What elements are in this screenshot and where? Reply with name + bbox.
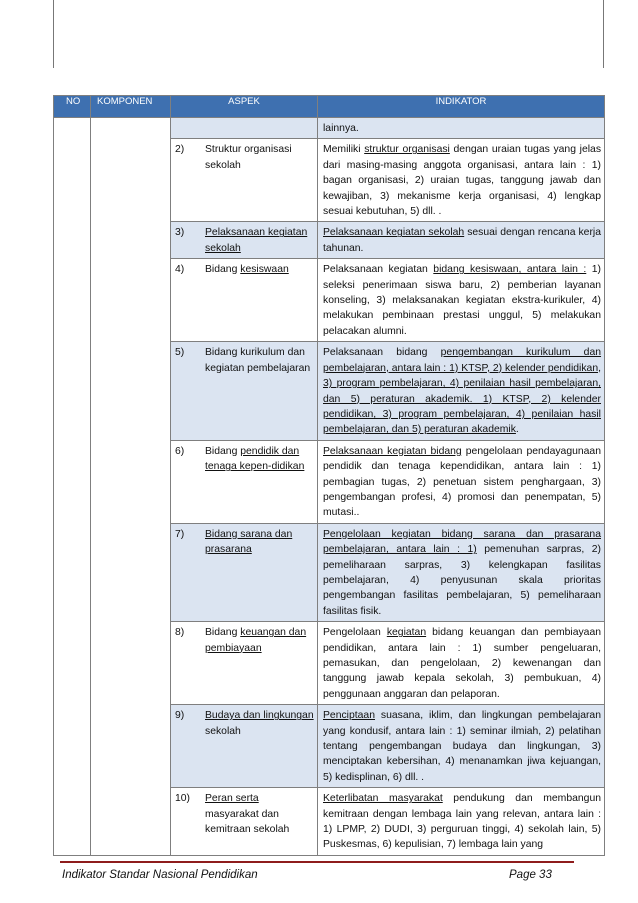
table-header-row xyxy=(54,96,605,118)
aspek-text: Bidang kurikulum dan kegiatan pembelajaran xyxy=(205,347,311,374)
header-indikator: INDIKATOR xyxy=(318,96,605,118)
indikator-cell xyxy=(318,622,605,705)
aspek-text: Bidang sarana dan prasarana xyxy=(205,528,293,556)
footer-title: Indikator Standar Nasional Pendidikan xyxy=(62,869,258,881)
indikator-text-rest: bidang keuangan dan pembiayaan pendidikan, antara lain : 1) sumber pengeluaran, pemasukan, dan pengelolaan, 2) kewenangan dan tanggung jawab kepala sekolah, 3) pembukuan, 4) penggunaan anggaran dan pelaporan. xyxy=(323,627,602,700)
indikator-cell xyxy=(318,788,605,856)
indikator-cell xyxy=(318,259,605,342)
no-cell xyxy=(54,118,91,856)
aspek-cell xyxy=(171,139,318,222)
aspek-text: Bidang xyxy=(205,445,241,457)
aspek-cell xyxy=(171,259,318,342)
indikator-cell xyxy=(318,118,605,139)
table-row xyxy=(54,118,605,139)
indikator-table xyxy=(53,95,605,856)
indikator-cell xyxy=(318,440,605,523)
indikator-underlined: Pengelolaan kegiatan bidang sarana dan prasarana pembelajaran, antara lain : 1) xyxy=(323,528,601,556)
aspek-underlined: keuangan dan pembiayaan xyxy=(205,627,307,654)
aspek-text: Pelaksanaan kegiatan sekolah xyxy=(205,227,308,254)
indikator-underlined: bidang kesiswaan, antara lain : xyxy=(433,264,587,276)
indikator-cell xyxy=(318,705,605,788)
aspek-text: Struktur organisasi sekolah xyxy=(205,144,292,171)
aspek-number: 3) xyxy=(175,227,185,239)
page-number: Page 33 xyxy=(509,869,552,881)
indikator-underlined: Penciptaan xyxy=(323,710,375,722)
header-aspek: ASPEK xyxy=(171,96,318,118)
indikator-text-rest: dengan uraian tugas yang jelas dari masing-masing anggota organisasi, antara lain : 1) bagan organisasi, 2) uraian tugas, tanggung jawab dan kewajiban, 3) mekanisme kerja organisasi, 4) lengkap sesuai kebutuhan, 5) dll. . xyxy=(323,144,602,218)
indikator-cell xyxy=(318,342,605,440)
indikator-text: Pengelolaan xyxy=(323,627,387,639)
aspek-cell xyxy=(171,222,318,259)
header-no: NO xyxy=(54,96,91,118)
indikator-text: Pelaksanaan kegiatan xyxy=(323,264,434,276)
aspek-number: 6) xyxy=(175,445,185,457)
indikator-text-rest: . xyxy=(515,424,519,436)
aspek-number: 5) xyxy=(175,347,185,359)
aspek-cell xyxy=(171,523,318,621)
aspek-number: 2) xyxy=(175,144,185,156)
indikator-text-rest: suasana, iklim, dan lingkungan pembelajaran yang kondusif, antara lain : 1) seminar ilmiah, 2) pelatihan tentang pengembangan budaya dan lingkungan, 3) menciptakan kebersihan, 4) menanamkan jiwa kejuangan, 5) kedisplinan, 6) dll. . xyxy=(323,710,601,783)
indikator-cell xyxy=(318,139,605,222)
aspek-text: Bidang xyxy=(205,264,241,276)
indikator-text: Pelaksanaan bidang xyxy=(323,347,441,359)
aspek-number: 7) xyxy=(175,528,185,540)
komponen-cell xyxy=(91,118,171,856)
aspek-underlined: pendidik dan tenaga kepen-didikan xyxy=(205,445,305,473)
indikator-cell xyxy=(318,222,605,259)
indikator-underlined: pengembangan kurikulum dan pembelajaran, antara lain : 1) KTSP, 2) kelender pendidikan, 3) program pembelajaran, 4) penilaian hasil pembelajaran, dan 5) peraturan akademik. 1) KTSP, 2) kelender pendidikan, 3) program pembelajaran, 4) penilaian hasil pembelajaran, dan 5) peraturan akademik xyxy=(323,347,602,436)
aspek-text: Bidang xyxy=(205,627,241,639)
top-right-border xyxy=(603,0,604,68)
aspek-cell xyxy=(171,342,318,440)
indikator-underlined: Pelaksanaan kegiatan bidang xyxy=(323,445,462,457)
indikator-text: lainnya. xyxy=(323,123,359,134)
indikator-cell xyxy=(318,523,605,621)
aspek-cell xyxy=(171,440,318,523)
aspek-number: 8) xyxy=(175,627,185,639)
aspek-underlined: Budaya dan lingkungan xyxy=(205,710,314,722)
indikator-text-rest: pengelolaan pendayagunaan pendidik dan tenaga kependidikan, antara lain : 1) pembagian tugas, 2) penetuan sistem penghargaan, 3) pengembangan profesi, 4) promosi dan penempatan, 5) mutasi.. xyxy=(323,445,601,519)
indikator-underlined: Pelaksanaan kegiatan sekolah xyxy=(323,227,465,239)
aspek-text: sekolah xyxy=(205,725,241,737)
indikator-text-rest: pemenuhan sarpras, 2) pemeliharaan sarpras, 3) kelengkapan fasilitas pembelajaran, 4) penyusunan skala prioritas pengembangan fasilitas pembelajaran, 5) pemeliharaan fasilitas fisik. xyxy=(323,544,601,617)
aspek-number: 10) xyxy=(175,793,191,805)
aspek-cell xyxy=(171,788,318,856)
top-left-border xyxy=(53,0,54,68)
aspek-underlined: kesiswaan xyxy=(240,264,289,276)
indikator-text: pendukung dan xyxy=(442,793,544,805)
footer-rule xyxy=(60,861,574,863)
header-komponen: KOMPONEN xyxy=(91,96,171,118)
indikator-text-rest: 1) seleksi penerimaan siswa baru, 2) pemberian layanan konseling, 3) melaksanakan kegiatan ekstra-kurikuler, 4) melakukan pembinaan prestasi unggul, 5) melakukan pelacakan alumni. xyxy=(323,264,601,337)
indikator-text: Memiliki xyxy=(323,144,365,156)
indikator-underlined: struktur organisasi xyxy=(364,144,450,156)
aspek-cell xyxy=(171,622,318,705)
aspek-number: 4) xyxy=(175,264,185,276)
aspek-underlined: Peran serta xyxy=(205,793,259,805)
indikator-text-rest: membangun kemitraan dengan lembaga lain yang relevan, antara lain : 1) LPMP, 2) DUDI, 3) perguruan tinggi, 4) sekolah lain, 5) Puskesmas, 6) kepulisian, 7) lembaga lain yang xyxy=(323,793,601,851)
aspek-text: masyarakat dan kemitraan sekolah xyxy=(205,808,290,836)
aspek-cell xyxy=(171,705,318,788)
indikator-underlined: kegiatan xyxy=(386,627,427,639)
indikator-underlined: Keterlibatan masyarakat xyxy=(323,793,443,805)
aspek-cell xyxy=(171,118,318,139)
indikator-text-rest: sesuai dengan rencana kerja tahunan. xyxy=(323,227,601,254)
aspek-number: 9) xyxy=(175,710,185,722)
